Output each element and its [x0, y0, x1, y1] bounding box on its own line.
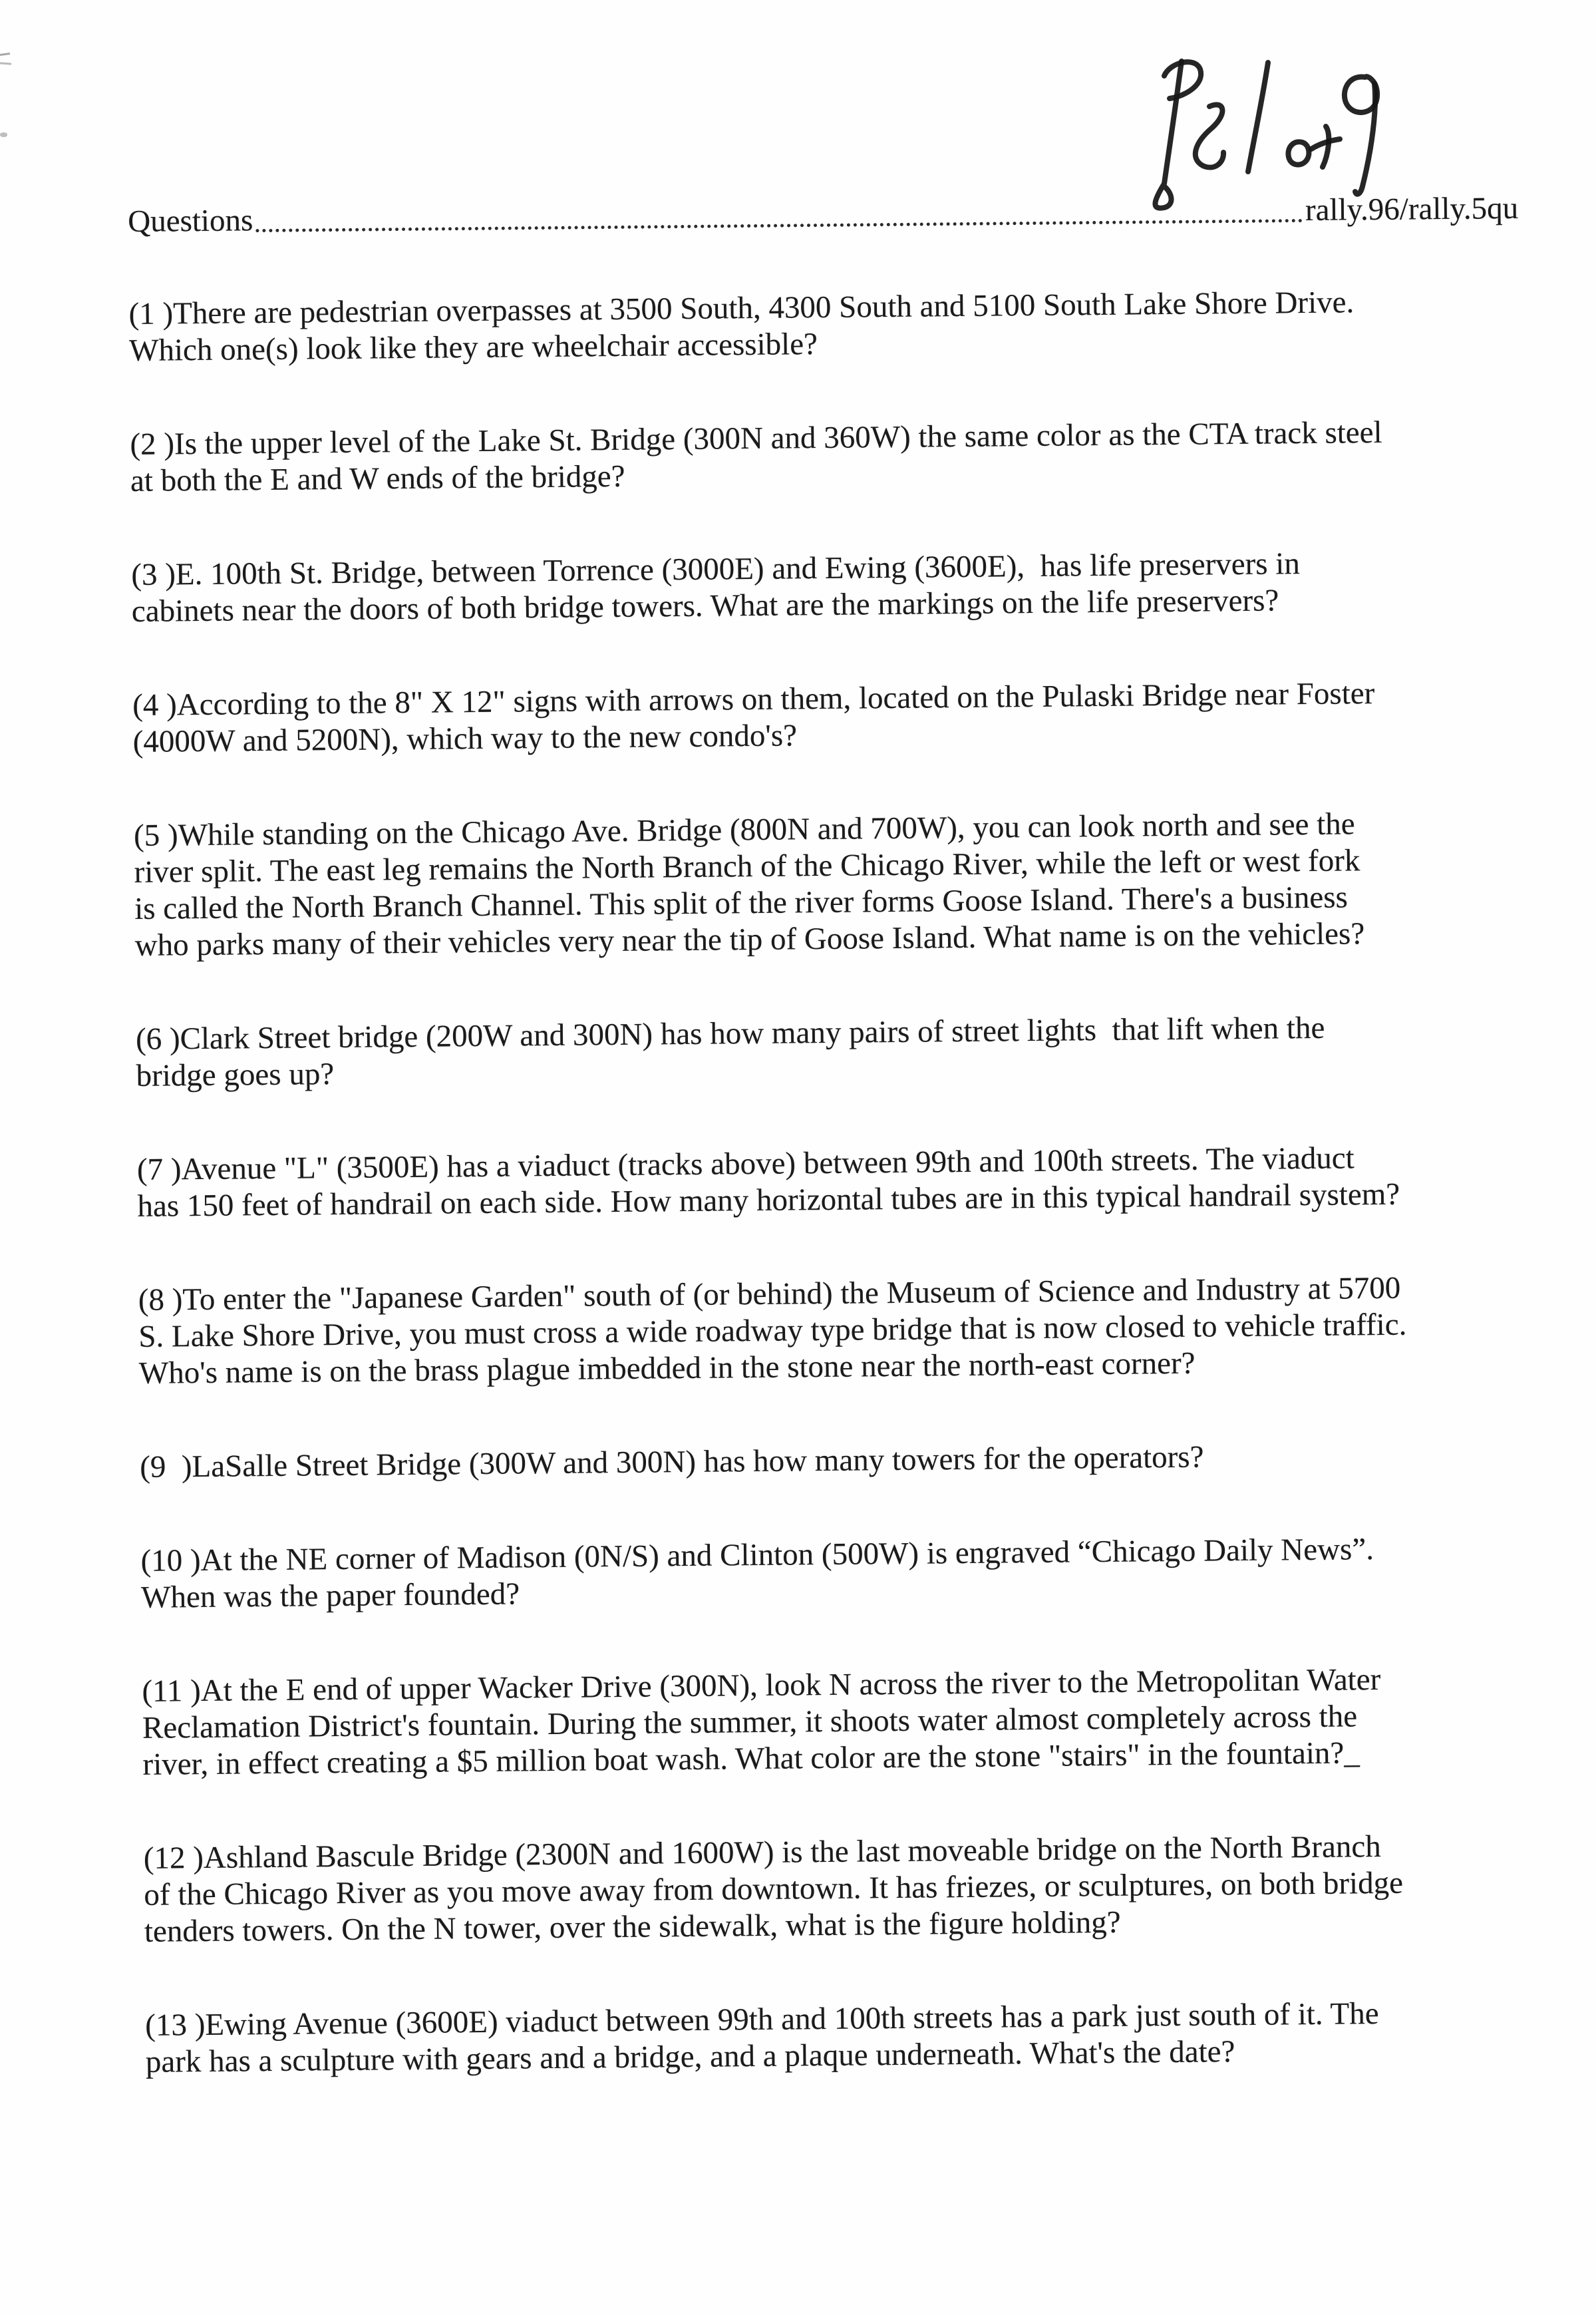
question-13: (13 )Ewing Avenue (3600E) viaduct between 99th and 100th streets has a park just south of it. The park has a sculpture with gears and a bridge, and a plaque underneath. What's the date?	[145, 1996, 1379, 2079]
handwriting-stroke	[1196, 104, 1223, 167]
question-11: (11 )At the E end of upper Wacker Drive (300N), look N across the river to the Metropolitan Water Reclamation District's fountain. During the summer, it shoots water almost completely across the river, in effect creating a $5 million boat wash. What color are the stone "stairs" in the fountain?_	[142, 1662, 1381, 1782]
question-9: (9 )LaSalle Street Bridge (300W and 300N) has how many towers for the operators?	[139, 1439, 1204, 1485]
question-2: (2 )Is the upper level of the Lake St. Bridge (300N and 360W) the same color as the CTA track steel at both the E and W ends of the bridge?	[130, 415, 1382, 498]
document-body	[128, 190, 1537, 2138]
question-3: (3 )E. 100th St. Bridge, between Torrence (3000E) and Ewing (3600E), has life preservers in cabinets near the doors of both bridge towers. What are the markings on the life preservers?	[131, 546, 1301, 629]
question-6: (6 )Clark Street bridge (200W and 300N) has how many pairs of street lights that lift when the bridge goes up?	[135, 1010, 1325, 1093]
handwriting-stroke	[1288, 142, 1309, 164]
handwriting-stroke	[1355, 84, 1375, 194]
dotted-leader	[255, 219, 1303, 232]
handwriting-stroke	[1345, 77, 1377, 112]
question-10: (10 )At the NE corner of Madison (0N/S) and Clinton (500W) is engraved “Chicago Daily News”. When was the paper founded?	[140, 1532, 1374, 1615]
question-8: (8 )To enter the "Japanese Garden" south of (or behind) the Museum of Science and Industry at 5700 S. Lake Shore Drive, you must cross a wide roadway type bridge that is now closed to vehicle traffic. Who's name is on the brass plague imbedded in the stone near the north-east corner?	[138, 1270, 1407, 1391]
question-4: (4 )According to the 8" X 12" signs with arrows on them, located on the Pulaski Bridge near Foster (4000W and 5200N), which way to the new condo's?	[132, 676, 1375, 759]
scan-artifact	[0, 53, 10, 56]
question-5: (5 )While standing on the Chicago Ave. Bridge (800N and 700W), you can look north and see the river split. The east leg remains the North Branch of the Chicago River, while the left or west fork is called the North Branch Channel. This split of the river forms Goose Island. There's a business who parks many of their vehicles very near the tip of Goose Island. What name is on the vehicles?	[133, 806, 1365, 963]
handwriting-stroke	[1248, 63, 1268, 172]
scan-artifact	[0, 132, 7, 137]
handwriting-stroke	[1155, 61, 1182, 208]
question-7: (7 )Avenue "L" (3500E) has a viaduct (tracks above) between 99th and 100th streets. The viaduct has 150 feet of handrail on each side. How many horizontal tubes are in this typical handrail system?	[136, 1141, 1400, 1224]
scan-artifact	[0, 62, 11, 65]
header-title: Questions	[128, 203, 253, 239]
document-header	[128, 190, 1518, 240]
question-12: (12 )Ashland Bascule Bridge (2300N and 1600W) is the last moveable bridge on the North Branch of the Chicago River as you move away from downtown. It has friezes, or sculptures, on both bridge tenders towers. On the N tower, over the sidewalk, what is the figure holding?	[143, 1829, 1404, 1949]
question-1: (1 )There are pedestrian overpasses at 3500 South, 4300 South and 5100 South Lake Shore Drive. Which one(s) look like they are wheelchair accessible?	[128, 285, 1355, 368]
handwriting-stroke	[1323, 126, 1329, 167]
header-file-ref: rally.96/rally.5qu	[1305, 190, 1519, 228]
